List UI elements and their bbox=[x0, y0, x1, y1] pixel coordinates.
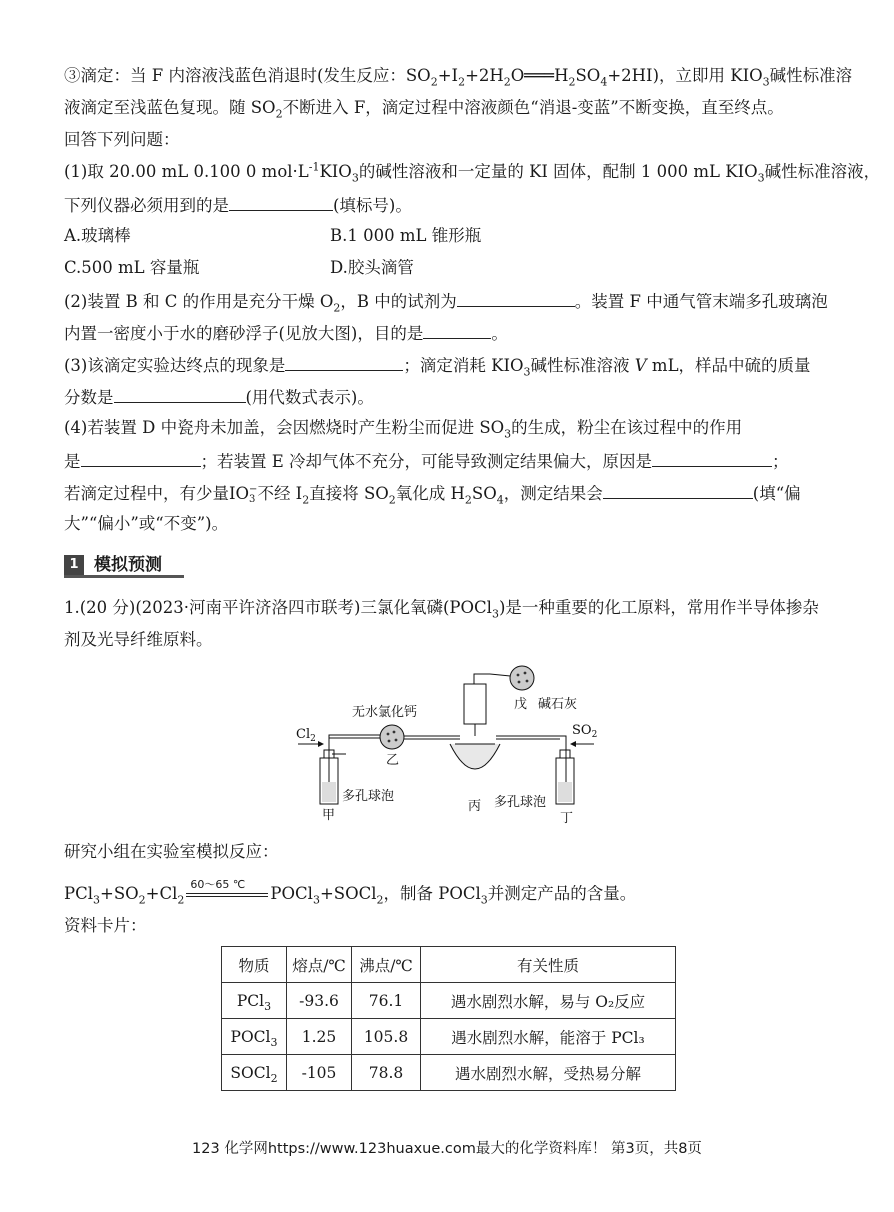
q-4-line-4: 大”“偏小”或“不变”)。 bbox=[64, 514, 229, 533]
so2-label: $SO_2$ bbox=[572, 723, 598, 740]
q3-line-3: 回答下列问题： bbox=[64, 130, 180, 149]
answer-blank[interactable] bbox=[423, 320, 491, 339]
header-properties: 有关性质 bbox=[421, 947, 676, 983]
option-d: D.胶头滴管 bbox=[330, 258, 414, 277]
answer-blank[interactable] bbox=[229, 192, 333, 211]
problem-text-reaction-intro: 研究小组在实验室模拟反应： bbox=[64, 842, 279, 861]
section-title: 模拟预测 bbox=[94, 555, 162, 575]
cell-substance: SOCl$_2$ bbox=[222, 1055, 287, 1091]
answer-blank[interactable] bbox=[457, 288, 575, 307]
section-badge: 1 bbox=[64, 555, 84, 575]
header-melting-point: 熔点/℃ bbox=[287, 947, 352, 983]
q-4-line-3: 若滴定过程中，有少量IO − 3 不经 $I_2$直接将 $SO_2$氧化成 $H_2SO_4$，测定结果会 (填“偏 bbox=[64, 480, 801, 506]
anhydrous-cacl2-label: 无水氯化钙 bbox=[352, 705, 418, 720]
q-1-line-1: (1)取 20.00 mL 0.100 0 $mol\cdot L^{-1}KIO_3$的碱性溶液和一定量的 KI 固体，配制 1 000 mL $KIO_3$碱性标准溶液， bbox=[64, 160, 881, 185]
answer-blank[interactable] bbox=[285, 352, 403, 371]
bottle-ding bbox=[556, 750, 574, 804]
option-c: C.500 mL 容量瓶 bbox=[64, 258, 200, 277]
soda-lime-label: 碱石灰 bbox=[538, 697, 578, 712]
reaction-equation: $PCl_3+SO_2+Cl_2$ 60～65 ℃ POCl$_3$+SOCl$_2$，制备 POCl$_3$并测定产品的含量。 bbox=[64, 877, 637, 907]
q-4-line-2: 是 ；若装置 E 冷却气体不充分，可能导致测定结果偏大，原因是 ； bbox=[64, 448, 789, 474]
label-yi: 乙 bbox=[386, 753, 400, 768]
cell-prop: 遇水剧烈水解，易与 O₂反应 bbox=[421, 983, 676, 1019]
answer-blank[interactable] bbox=[652, 448, 772, 467]
cell-mp: 1.25 bbox=[287, 1019, 352, 1055]
q-2-line-2: 内置一密度小于水的磨砂浮子(见放大图)，目的是 。 bbox=[64, 320, 508, 346]
cell-bp: 78.8 bbox=[352, 1055, 421, 1091]
cell-bp: 76.1 bbox=[352, 983, 421, 1019]
section-heading bbox=[64, 553, 184, 579]
q3-line-2: 液滴定至浅蓝色复现。随 $SO_2$不断进入 F，滴定过程中溶液颜色“消退-变蓝”不断变换，直至终点。 bbox=[64, 98, 784, 121]
option-b: B.1 000 mL 锥形瓶 bbox=[330, 226, 482, 245]
label-jia: 甲 bbox=[322, 808, 336, 823]
answer-blank[interactable] bbox=[81, 448, 201, 467]
cell-substance: PCl$_3$ bbox=[222, 983, 287, 1019]
cell-mp: -93.6 bbox=[287, 983, 352, 1019]
q3-line-1: ③滴定：当 F 内溶液浅蓝色消退时(发生反应：$SO_2+I_2+2H_2O═══H_2SO_4+2HI$)，立即用 $KIO_3$碱性标准溶 bbox=[64, 66, 853, 89]
cell-bp: 105.8 bbox=[352, 1019, 421, 1055]
cell-prop: 遇水剧烈水解，受热易分解 bbox=[421, 1055, 676, 1091]
porous-bulb-label-1: 多孔球泡 bbox=[342, 789, 395, 804]
problem-1-line-2: 剂及光导纤维原料。 bbox=[64, 630, 213, 649]
option-a: A.玻璃棒 bbox=[64, 226, 131, 245]
q-3-line-1: (3)该滴定实验达终点的现象是 ；滴定消耗 $KIO_3$碱性标准溶液 V mL，样品中硫的质量 bbox=[64, 352, 811, 378]
apparatus-diagram bbox=[290, 664, 610, 824]
cell-substance: POCl$_3$ bbox=[222, 1019, 287, 1055]
section-underline bbox=[64, 575, 184, 578]
table-row bbox=[222, 1055, 676, 1091]
cl2-label: $Cl_2$ bbox=[296, 727, 316, 744]
header-boiling-point: 沸点/℃ bbox=[352, 947, 421, 983]
q-2-line-1: (2)装置 B 和 C 的作用是充分干燥 $O_2$，B 中的试剂为 。装置 F 中通气管末端多孔玻璃泡 bbox=[64, 288, 828, 314]
table-header-row bbox=[222, 947, 676, 983]
answer-blank[interactable] bbox=[114, 384, 246, 403]
label-ding: 丁 bbox=[560, 811, 574, 824]
page-footer: 123 化学网https://www.123huaxue.com最大的化学资料库！ 第3页，共8页 bbox=[192, 1141, 702, 1157]
label-bing: 丙 bbox=[468, 799, 482, 814]
q-4-line-1: (4)若装置 D 中瓷舟未加盖，会因燃烧时产生粉尘而促进 $SO_3$的生成，粉尘在该过程中的作用 bbox=[64, 418, 743, 441]
data-card-label: 资料卡片： bbox=[64, 916, 147, 935]
problem-1-line-1: 1.(20 分)(2023·河南平许济洛四市联考)三氯化氧磷(POCl$_3$)是一种重要的化工原料，常用作半导体掺杂 bbox=[64, 598, 819, 621]
cell-prop: 遇水剧烈水解，能溶于 PCl₃ bbox=[421, 1019, 676, 1055]
answer-blank[interactable] bbox=[603, 480, 753, 499]
q-1-line-2: 下列仪器必须用到的是 (填标号)。 bbox=[64, 192, 412, 218]
data-table bbox=[221, 946, 676, 1091]
cell-mp: -105 bbox=[287, 1055, 352, 1091]
reaction-arrow: 60～65 ℃ bbox=[184, 885, 270, 905]
table-row bbox=[222, 1019, 676, 1055]
table-row bbox=[222, 983, 676, 1019]
q-3-line-2: 分数是 (用代数式表示)。 bbox=[64, 384, 374, 410]
label-wu: 戊 bbox=[514, 697, 528, 712]
porous-bulb-label-2: 多孔球泡 bbox=[494, 795, 547, 810]
header-substance: 物质 bbox=[222, 947, 287, 983]
